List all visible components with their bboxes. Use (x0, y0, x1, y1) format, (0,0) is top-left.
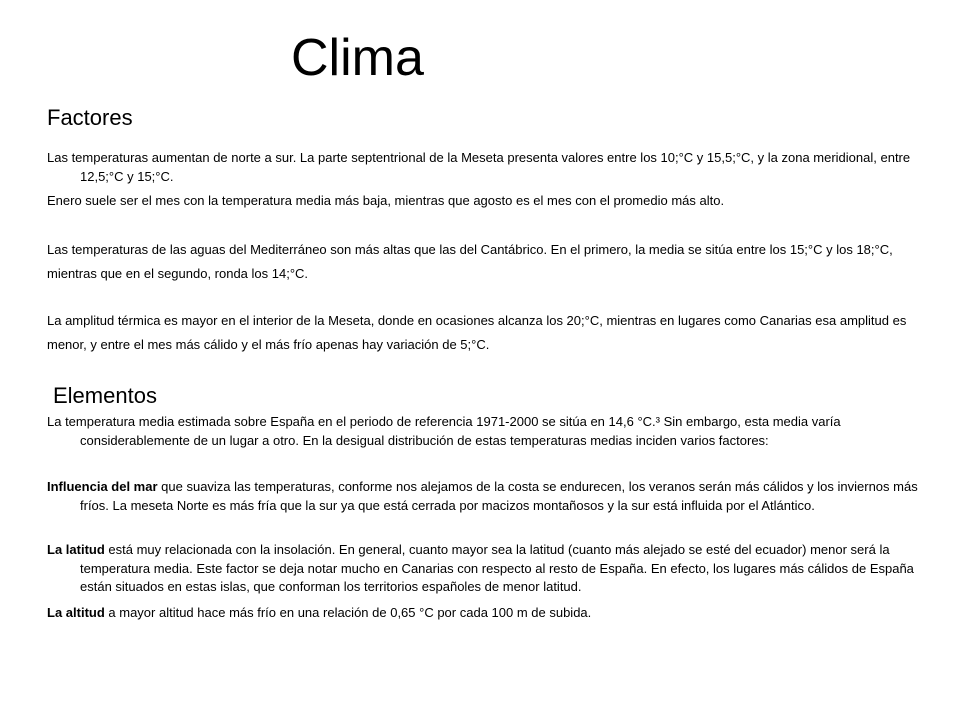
paragraph-latitud (47, 541, 940, 597)
slide-title: Clima (291, 29, 424, 87)
paragraph-temperaturas-norte-sur: Las temperaturas aumentan de norte a sur. La parte septentrional de la Meseta presenta valores entre los 10;°C y 15,5;°C, y la zona meridional, entre 12,5;°C y 15;°C. (47, 150, 911, 184)
paragraph-aguas-mediterraneo: Las temperaturas de las aguas del Mediterráneo son más altas que las del Cantábrico. En el primero, la media se sitúa entre los 15;°C y los 18;°C, mientras que en el segundo, ronda los 14;°C. (47, 242, 893, 281)
text-latitud: está muy relacionada con la insolación. En general, cuanto mayor sea la latitud (cuanto más alejado se esté del ecuador) menor será la temperatura media. Este factor se deja notar mucho en Canarias con respecto al resto de España. En efecto, los lugares más cálidos de España están situados en estas islas, que conforman los territorios españoles de menor latitud. (80, 542, 914, 594)
paragraph-influencia-mar (47, 478, 940, 515)
label-altitud: La altitud (47, 605, 105, 620)
paragraph-temperatura-media: La temperatura media estimada sobre España en el periodo de referencia 1971-2000 se sitúa en 14,6 °C.³ Sin embargo, esta media varía considerablemente de un lugar a otro. En la desigual distribución de estas temperaturas medias inciden varios factores: (47, 414, 841, 448)
text-altitud: a mayor altitud hace más frío en una relación de 0,65 °C por cada 100 m de subida. (104, 605, 592, 620)
label-latitud: La latitud (47, 542, 105, 557)
heading-factores: Factores (47, 105, 133, 130)
text-influencia-mar: que suaviza las temperaturas, conforme nos alejamos de la costa se endurecen, los veranos serán más cálidos y los inviernos más fríos. La meseta Norte es más fría que la sur ya que está cerrada por macizos montañosos y la sur está influida por el Atlántico. (80, 479, 918, 513)
paragraph-enero-agosto: Enero suele ser el mes con la temperatura media más baja, mientras que agosto es el mes con el promedio más alto. (47, 193, 725, 208)
paragraph-altitud (47, 604, 907, 623)
label-influencia-mar: Influencia del mar (47, 479, 158, 494)
paragraph-amplitud-termica: La amplitud térmica es mayor en el interior de la Meseta, donde en ocasiones alcanza los 20;°C, mientras en lugares como Canarias esa amplitud es menor, y entre el mes más cálido y el más frío apenas hay variación de 5;°C. (47, 313, 907, 352)
heading-elementos: Elementos (53, 383, 157, 408)
